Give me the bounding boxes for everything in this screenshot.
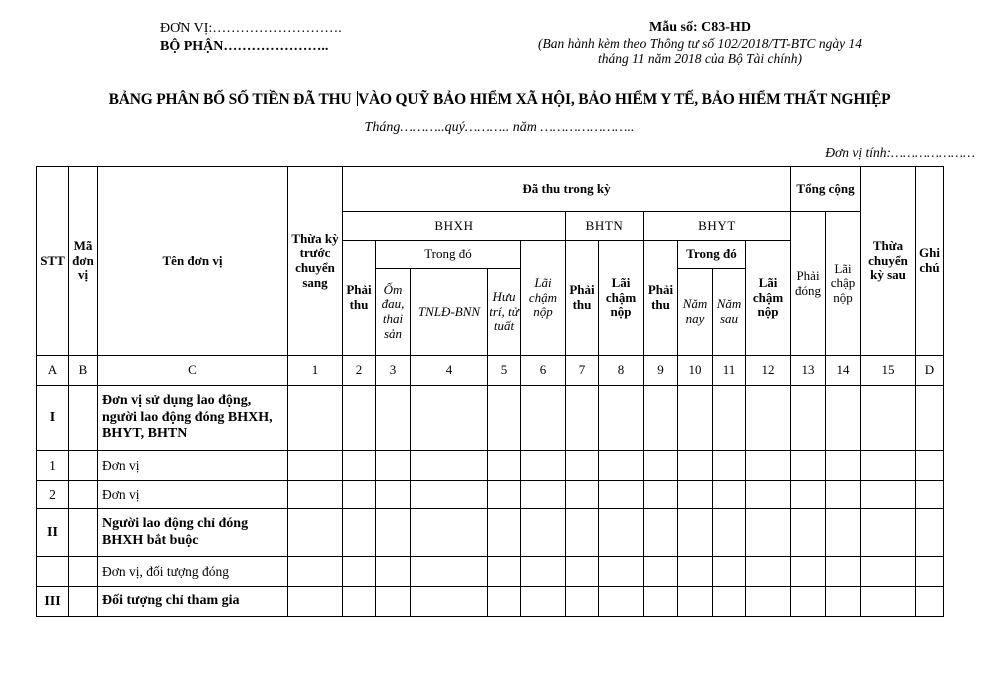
empty-cell bbox=[644, 509, 678, 557]
issued-line-2: tháng 11 năm 2018 của Bộ Tài chính) bbox=[597, 51, 803, 67]
empty-cell bbox=[791, 557, 826, 587]
title-part-2: VÀO QUỸ BẢO HIỂM XÃ HỘI, BẢO HIỂM Y TẾ, BẢO HIỂM THẤT NGHIỆP bbox=[358, 91, 891, 108]
allocation-table bbox=[36, 166, 944, 617]
col-code: 13 bbox=[791, 356, 826, 386]
row-unit-name: Đối tượng chỉ tham gia bbox=[98, 587, 288, 617]
empty-cell bbox=[916, 451, 944, 481]
empty-cell bbox=[826, 451, 861, 481]
empty-cell bbox=[411, 587, 488, 617]
empty-cell bbox=[826, 481, 861, 509]
empty-cell bbox=[746, 451, 791, 481]
empty-cell bbox=[343, 587, 376, 617]
empty-cell bbox=[746, 509, 791, 557]
empty-cell bbox=[746, 587, 791, 617]
empty-cell bbox=[644, 557, 678, 587]
column-code-row bbox=[37, 356, 944, 386]
row-stt: I bbox=[37, 386, 69, 451]
col-code: D bbox=[916, 356, 944, 386]
row-unit-name: Đơn vị bbox=[98, 451, 288, 481]
empty-cell bbox=[826, 386, 861, 451]
period-line: Tháng………..quý……….. năm ………………….. bbox=[364, 120, 635, 135]
empty-cell bbox=[791, 451, 826, 481]
col-code: 10 bbox=[678, 356, 713, 386]
col-code: 8 bbox=[599, 356, 644, 386]
col-code: 12 bbox=[746, 356, 791, 386]
col-header-tnld-bnn: TNLĐ-BNN bbox=[411, 269, 488, 356]
col-code: 14 bbox=[826, 356, 861, 386]
col-header-bhyt-must-collect: Phải thu bbox=[644, 241, 678, 356]
empty-cell bbox=[678, 386, 713, 451]
empty-cell bbox=[644, 386, 678, 451]
empty-cell bbox=[599, 386, 644, 451]
empty-cell bbox=[376, 451, 411, 481]
empty-cell bbox=[861, 386, 916, 451]
col-header-bhxh-must-collect: Phải thu bbox=[343, 241, 376, 356]
empty-cell bbox=[916, 481, 944, 509]
empty-cell bbox=[599, 557, 644, 587]
col-header-bhyt: BHYT bbox=[644, 212, 791, 241]
empty-cell bbox=[746, 386, 791, 451]
empty-cell bbox=[288, 509, 343, 557]
empty-cell bbox=[746, 481, 791, 509]
empty-cell bbox=[791, 386, 826, 451]
empty-cell bbox=[861, 587, 916, 617]
col-header-year-current: Năm nay bbox=[678, 269, 713, 356]
empty-cell bbox=[566, 451, 599, 481]
document-title bbox=[0, 91, 999, 109]
empty-cell bbox=[644, 451, 678, 481]
empty-cell bbox=[566, 557, 599, 587]
empty-cell bbox=[599, 481, 644, 509]
row-unit-name: Người lao động chỉ đóng BHXH bắt buộc bbox=[98, 509, 288, 557]
empty-cell bbox=[713, 509, 746, 557]
col-header-bhtn-late-interest: Lãi chậm nộp bbox=[599, 241, 644, 356]
col-header-unit-code: Mã đơn vị bbox=[69, 167, 98, 356]
col-header-unit-name: Tên đơn vị bbox=[98, 167, 288, 356]
col-header-bhyt-late-interest: Lãi chậm nộp bbox=[746, 241, 791, 356]
col-header-bhtn: BHTN bbox=[566, 212, 644, 241]
row-unit-code-cell bbox=[69, 386, 98, 451]
row-unit-code-cell bbox=[69, 557, 98, 587]
empty-cell bbox=[566, 509, 599, 557]
col-header-sickness-maternity: Ốm đau, thai sản bbox=[376, 269, 411, 356]
title-part-1: BẢNG PHÂN BỐ SỐ TIỀN ĐÃ THU bbox=[108, 91, 352, 108]
empty-cell bbox=[411, 557, 488, 587]
table-row bbox=[37, 451, 944, 481]
empty-cell bbox=[678, 557, 713, 587]
empty-cell bbox=[566, 481, 599, 509]
col-header-carry-next: Thừa chuyển kỳ sau bbox=[861, 167, 916, 356]
empty-cell bbox=[791, 481, 826, 509]
empty-cell bbox=[343, 451, 376, 481]
col-code: 5 bbox=[488, 356, 521, 386]
table-row bbox=[37, 557, 944, 587]
empty-cell bbox=[791, 587, 826, 617]
empty-cell bbox=[376, 587, 411, 617]
col-code: 4 bbox=[411, 356, 488, 386]
empty-cell bbox=[644, 481, 678, 509]
table-row bbox=[37, 587, 944, 617]
empty-cell bbox=[599, 509, 644, 557]
empty-cell bbox=[861, 481, 916, 509]
empty-cell bbox=[488, 587, 521, 617]
empty-cell bbox=[826, 557, 861, 587]
empty-cell bbox=[713, 386, 746, 451]
empty-cell bbox=[678, 481, 713, 509]
empty-cell bbox=[678, 451, 713, 481]
empty-cell bbox=[916, 557, 944, 587]
row-unit-code-cell bbox=[69, 451, 98, 481]
empty-cell bbox=[861, 451, 916, 481]
col-header-year-next: Năm sau bbox=[713, 269, 746, 356]
table-row bbox=[37, 509, 944, 557]
col-header-note: Ghi chú bbox=[916, 167, 944, 356]
col-header-late-interest-total: Lãi chập nộp bbox=[826, 212, 861, 356]
col-code: 3 bbox=[376, 356, 411, 386]
empty-cell bbox=[488, 451, 521, 481]
col-code: A bbox=[37, 356, 69, 386]
col-code: B bbox=[69, 356, 98, 386]
empty-cell bbox=[861, 509, 916, 557]
empty-cell bbox=[791, 509, 826, 557]
row-stt: 1 bbox=[37, 451, 69, 481]
empty-cell bbox=[411, 386, 488, 451]
empty-cell bbox=[488, 557, 521, 587]
row-stt: III bbox=[37, 587, 69, 617]
empty-cell bbox=[713, 481, 746, 509]
empty-cell bbox=[599, 451, 644, 481]
empty-cell bbox=[521, 481, 566, 509]
empty-cell bbox=[488, 386, 521, 451]
col-header-collected-in-period: Đã thu trong kỳ bbox=[343, 167, 791, 212]
empty-cell bbox=[521, 386, 566, 451]
empty-cell bbox=[916, 509, 944, 557]
col-header-bhyt-in-which: Trong đó bbox=[678, 241, 746, 269]
header-left bbox=[160, 20, 342, 56]
empty-cell bbox=[288, 451, 343, 481]
col-header-total: Tổng cộng bbox=[791, 167, 861, 212]
empty-cell bbox=[521, 587, 566, 617]
col-header-bhxh-in-which: Trong đó bbox=[376, 241, 521, 269]
row-unit-code-cell bbox=[69, 481, 98, 509]
row-unit-name: Đơn vị bbox=[98, 481, 288, 509]
empty-cell bbox=[644, 587, 678, 617]
empty-cell bbox=[288, 386, 343, 451]
unit-of-measure: Đơn vị tính:………………… bbox=[825, 145, 975, 160]
header-right bbox=[455, 20, 945, 67]
empty-cell bbox=[826, 509, 861, 557]
empty-cell bbox=[713, 587, 746, 617]
empty-cell bbox=[288, 481, 343, 509]
empty-cell bbox=[861, 557, 916, 587]
empty-cell bbox=[411, 509, 488, 557]
col-code: 1 bbox=[288, 356, 343, 386]
col-header-prev-carry: Thừa kỳ trước chuyển sang bbox=[288, 167, 343, 356]
row-unit-code-cell bbox=[69, 509, 98, 557]
col-code: 15 bbox=[861, 356, 916, 386]
empty-cell bbox=[411, 451, 488, 481]
col-header-bhxh: BHXH bbox=[343, 212, 566, 241]
col-header-bhxh-late-interest: Lãi chậm nộp bbox=[521, 241, 566, 356]
col-header-bhtn-must-collect: Phải thu bbox=[566, 241, 599, 356]
department-line: BỘ PHẬN………………….. bbox=[160, 38, 329, 54]
col-header-retirement-death: Hưu trí, tử tuất bbox=[488, 269, 521, 356]
empty-cell bbox=[599, 587, 644, 617]
col-code: 6 bbox=[521, 356, 566, 386]
empty-cell bbox=[343, 481, 376, 509]
empty-cell bbox=[376, 386, 411, 451]
unit-line: ĐƠN VỊ:………………………. bbox=[160, 21, 342, 36]
empty-cell bbox=[376, 481, 411, 509]
row-unit-name: Đơn vị, đối tượng đóng bbox=[98, 557, 288, 587]
row-stt: II bbox=[37, 509, 69, 557]
empty-cell bbox=[521, 557, 566, 587]
empty-cell bbox=[566, 587, 599, 617]
col-code: 9 bbox=[644, 356, 678, 386]
row-unit-name: Đơn vị sử dụng lao động, người lao động đóng BHXH, BHYT, BHTN bbox=[98, 386, 288, 451]
empty-cell bbox=[488, 481, 521, 509]
empty-cell bbox=[488, 509, 521, 557]
empty-cell bbox=[713, 451, 746, 481]
col-code: 2 bbox=[343, 356, 376, 386]
table-body bbox=[37, 386, 944, 617]
empty-cell bbox=[411, 481, 488, 509]
table-row bbox=[37, 386, 944, 451]
empty-cell bbox=[746, 557, 791, 587]
col-code: 11 bbox=[713, 356, 746, 386]
empty-cell bbox=[916, 587, 944, 617]
empty-cell bbox=[343, 386, 376, 451]
empty-cell bbox=[678, 587, 713, 617]
col-header-stt: STT bbox=[37, 167, 69, 356]
col-header-must-pay: Phải đóng bbox=[791, 212, 826, 356]
row-stt: 2 bbox=[37, 481, 69, 509]
empty-cell bbox=[343, 509, 376, 557]
empty-cell bbox=[376, 509, 411, 557]
empty-cell bbox=[713, 557, 746, 587]
empty-cell bbox=[376, 557, 411, 587]
empty-cell bbox=[288, 557, 343, 587]
empty-cell bbox=[288, 587, 343, 617]
empty-cell bbox=[678, 509, 713, 557]
empty-cell bbox=[343, 557, 376, 587]
empty-cell bbox=[566, 386, 599, 451]
row-stt bbox=[37, 557, 69, 587]
empty-cell bbox=[826, 587, 861, 617]
table-row bbox=[37, 481, 944, 509]
empty-cell bbox=[916, 386, 944, 451]
form-number: Mẫu số: C83-HD bbox=[649, 20, 751, 35]
col-code: C bbox=[98, 356, 288, 386]
row-unit-code-cell bbox=[69, 587, 98, 617]
empty-cell bbox=[521, 451, 566, 481]
empty-cell bbox=[521, 509, 566, 557]
col-code: 7 bbox=[566, 356, 599, 386]
issued-line-1: (Ban hành kèm theo Thông tư số 102/2018/TT-BTC ngày 14 bbox=[538, 35, 862, 51]
